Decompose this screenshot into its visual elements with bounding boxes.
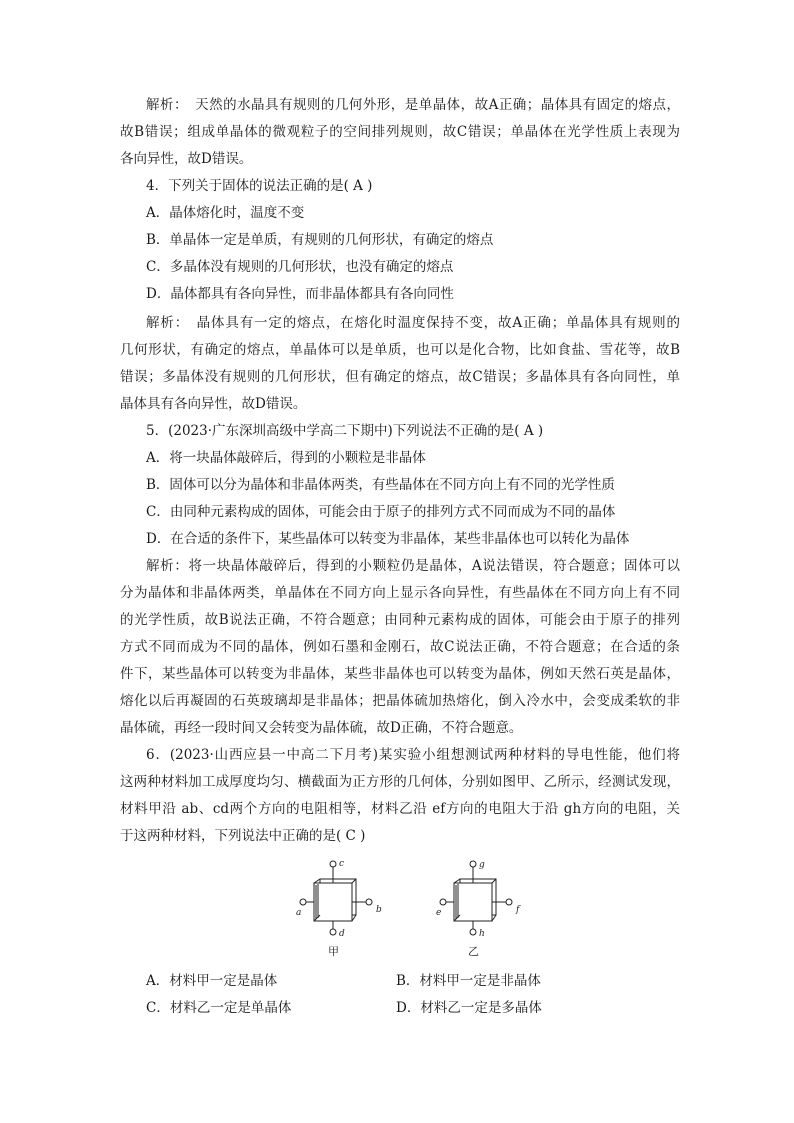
explanation-q4-line1: 解析： 晶体具有一定的熔点，在熔化时温度保持不变，故A正确；单晶体具有规则的: [146, 315, 680, 331]
question-6-option-c: C．材料乙一定是单晶体: [146, 1000, 292, 1016]
yi-terminal-g: [470, 861, 476, 867]
question-6-stem-line3: 材料甲沿 ab、cd两个方向的电阻相等，材料乙沿 ef方向的电阻大于沿 gh方向的电阻，关: [120, 801, 680, 817]
figure-yi: [436, 860, 521, 958]
explanation-q5-line5: 件下，某些晶体可以转变为非晶体，某些非晶体也可以转变为晶体，例如天然石英是晶体，: [120, 666, 680, 682]
question-5-option-c: C．由同种元素构成的固体，可能会由于原子的排列方式不同而成为不同的晶体: [146, 504, 616, 520]
question-5-option-b: B．固体可以分为晶体和非晶体两类，有些晶体在不同方向上有不同的光学性质: [146, 477, 615, 493]
question-4-option-a: A．晶体熔化时，温度不变: [146, 205, 305, 221]
explanation-q5-line2: 分为晶体和非晶体两类，单晶体在不同方向上显示各向异性，有些晶体在不同方向上有不同: [120, 585, 680, 601]
question-6-stem-line2: 这两种材料加工成厚度均匀、横截面为正方形的几何体，分别如图甲、乙所示，经测试发现，: [120, 774, 680, 790]
question-4-option-c: C．多晶体没有规则的几何形状，也没有确定的熔点: [146, 259, 454, 275]
yi-label-h: h: [479, 929, 485, 939]
question-4-stem: 4．下列关于固体的说法正确的是( A ): [146, 178, 373, 194]
figure-jia: [296, 859, 382, 958]
question-6-option-a: A．材料甲一定是晶体: [146, 973, 278, 989]
yi-terminal-f: [506, 899, 512, 905]
jia-terminal-c: [330, 861, 336, 867]
question-6-option-b: B．材料甲一定是非晶体: [396, 973, 541, 989]
jia-caption: 甲: [328, 945, 339, 958]
explanation-q5-line6: 熔化以后再凝固的石英玻璃却是非晶体；把晶体硫加热熔化，倒入冷水中，会变成柔软的非: [120, 693, 680, 709]
explanation-q5-line3: 的光学性质，故B说法正确，不符合题意；由同种元素构成的固体，可能会由于原子的排列: [120, 612, 680, 628]
figure-materials: [290, 855, 550, 965]
explanation-q4-line2: 几何形状，有确定的熔点，单晶体可以是单质，也可以是化合物，比如食盐、雪花等，故B: [120, 342, 680, 358]
question-5-stem: 5．(2023·广东深圳高级中学高二下期中)下列说法不正确的是( A ): [146, 423, 544, 439]
question-6-stem-line1: 6．(2023·山西应县一中高二下月考)某实验小组想测试两种材料的导电性能，他们将: [146, 747, 680, 763]
question-4-option-d: D．晶体都具有各向异性，而非晶体都具有各向同性: [146, 286, 454, 302]
jia-label-a: a: [296, 908, 302, 918]
question-5-option-a: A．将一块晶体敲碎后，得到的小颗粒是非晶体: [146, 450, 426, 466]
jia-terminal-a: [300, 899, 306, 905]
explanation-q4-line3: 错误；多晶体没有规则的几何形状，但有确定的熔点，故C错误；多晶体具有各向同性，单: [120, 369, 680, 385]
question-4-option-b: B．单晶体一定是单质，有规则的几何形状，有确定的熔点: [146, 232, 494, 248]
explanation-q3-line1: 解析： 天然的水晶具有规则的几何外形，是单晶体，故A正确；晶体具有固定的熔点，: [146, 97, 680, 113]
explanation-q3-line3: 各向异性，故D错误。: [120, 151, 253, 167]
explanation-q3-line2: 故B错误；组成单晶体的微观粒子的空间排列规则，故C错误；单晶体在光学性质上表现为: [120, 124, 680, 140]
jia-label-c: c: [339, 859, 345, 869]
explanation-q4-line4: 晶体具有各向异性，故D错误。: [120, 396, 307, 412]
explanation-q5-line4: 方式不同而成为不同的晶体，例如石墨和金刚石，故C说法正确，不符合题意；在合适的条: [120, 639, 680, 655]
question-5-option-d: D．在合适的条件下，某些晶体可以转变为非晶体，某些非晶体也可以转化为晶体: [146, 531, 630, 547]
jia-terminal-d: [330, 929, 336, 935]
yi-label-e: e: [436, 908, 442, 918]
jia-label-b: b: [376, 905, 382, 915]
yi-label-g: g: [479, 860, 485, 870]
yi-caption: 乙: [468, 945, 479, 958]
yi-label-f: f: [516, 905, 520, 915]
explanation-q5-line7: 晶体硫，再经一段时间又会转变为晶体硫，故D正确，不符合题意。: [120, 720, 523, 736]
yi-terminal-h: [470, 929, 476, 935]
jia-terminal-b: [366, 899, 372, 905]
yi-terminal-e: [440, 899, 446, 905]
question-6-stem-line4: 于这两种材料，下列说法中正确的是( C ): [120, 828, 366, 844]
question-6-option-d: D．材料乙一定是多晶体: [396, 1000, 542, 1016]
explanation-q5-line1: 解析：将一块晶体敲碎后，得到的小颗粒仍是晶体，A说法错误，符合题意；固体可以: [146, 558, 680, 574]
jia-label-d: d: [339, 929, 345, 939]
